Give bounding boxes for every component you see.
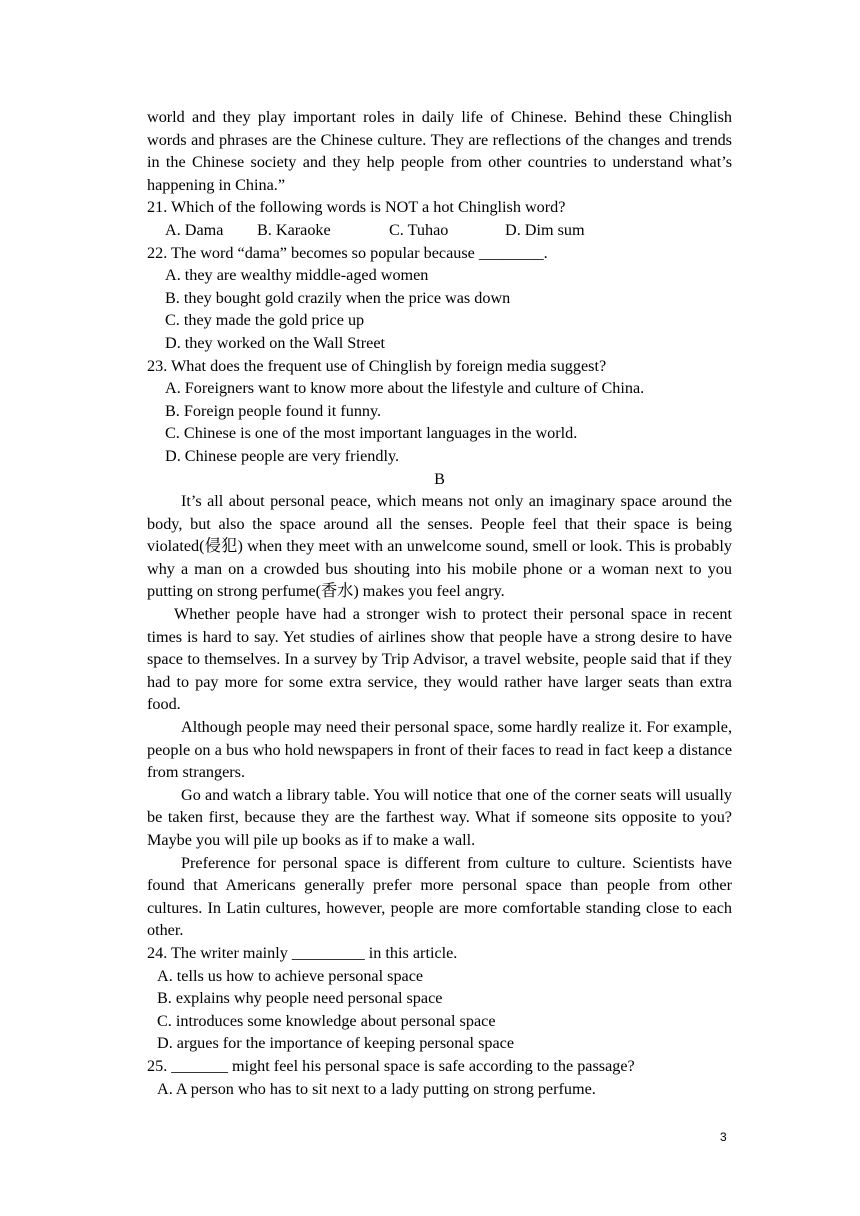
q21-option-c: C. Tuhao [389,220,449,239]
q21-option-b: B. Karaoke [257,220,331,239]
q22-option-b: B. they bought gold crazily when the price was down [165,288,511,307]
passage-b-paragraph: It’s all about personal peace, which means not only an imaginary space around the body, but also the space around all the senses. People feel that their space is being violated(侵犯) when they meet with an unwelcome sound, smell or look. This is probably why a man on a crowded bus shouting into his mobile phone or a woman next to you putting on strong perfume(香水) makes you feel angry. [147,492,732,601]
q21-option-d: D. Dim sum [505,220,585,239]
q25-option-a: A. A person who has to sit next to a lady putting on strong perfume. [157,1079,596,1098]
q22-option-a: A. they are wealthy middle-aged women [165,266,429,285]
q22-option-d: D. they worked on the Wall Street [165,333,386,352]
passage-b-paragraph: Go and watch a library table. You will notice that one of the corner seats will usually be taken first, because they are the farthest way. What if someone sits opposite to you? Maybe you will pile up books as if to make a wall. [147,785,732,849]
page-number: 3 [720,1130,727,1144]
q23-option-b: B. Foreign people found it funny. [165,401,382,420]
q24-option-b: B. explains why people need personal space [157,989,443,1008]
passage-b-paragraph: Preference for personal space is different from culture to culture. Scientists have found that Americans generally prefer more personal space than people from other cultures. In Latin cultures, however, people are more comfortable standing close to each other. [147,853,732,940]
question-21: 21. Which of the following words is NOT a hot Chinglish word? [147,198,566,217]
question-23: 23. What does the frequent use of Chinglish by foreign media suggest? [147,356,607,375]
q24-option-d: D. argues for the importance of keeping personal space [157,1034,515,1053]
question-24: 24. The writer mainly _________ in this article. [147,943,458,962]
q21-option-a: A. Dama [165,220,224,239]
q23-option-c: C. Chinese is one of the most important languages in the world. [165,424,578,443]
q23-option-d: D. Chinese people are very friendly. [165,446,400,465]
question-21-options [147,219,732,242]
q23-option-a: A. Foreigners want to know more about the lifestyle and culture of China. [165,379,645,398]
section-heading-b: B [434,469,445,488]
q22-option-c: C. they made the gold price up [165,311,365,330]
passage-b-paragraph: Whether people have had a stronger wish to protect their personal space in recent times is hard to say. Yet studies of airlines show that people have a strong desire to have space to themselves. In a survey by Trip Advisor, a travel website, people said that if they had to pay more for some extra service, they would rather have larger seats than extra food. [147,605,732,714]
question-22: 22. The word “dama” becomes so popular because ________. [147,243,548,262]
question-25: 25. _______ might feel his personal space is safe according to the passage? [147,1056,635,1075]
q24-option-c: C. introduces some knowledge about personal space [157,1011,496,1030]
passage-a-end: world and they play important roles in daily life of Chinese. Behind these Chinglish words and phrases are the Chinese culture. They are reflections of the changes and trends in the Chinese society and they help people from other countries to understand what’s happening in China.” [147,108,732,194]
q24-option-a: A. tells us how to achieve personal space [157,966,424,985]
passage-b-paragraph: Although people may need their personal space, some hardly realize it. For example, people on a bus who hold newspapers in front of their faces to read in fact keep a distance from strangers. [147,718,732,782]
document-page [147,106,732,1100]
